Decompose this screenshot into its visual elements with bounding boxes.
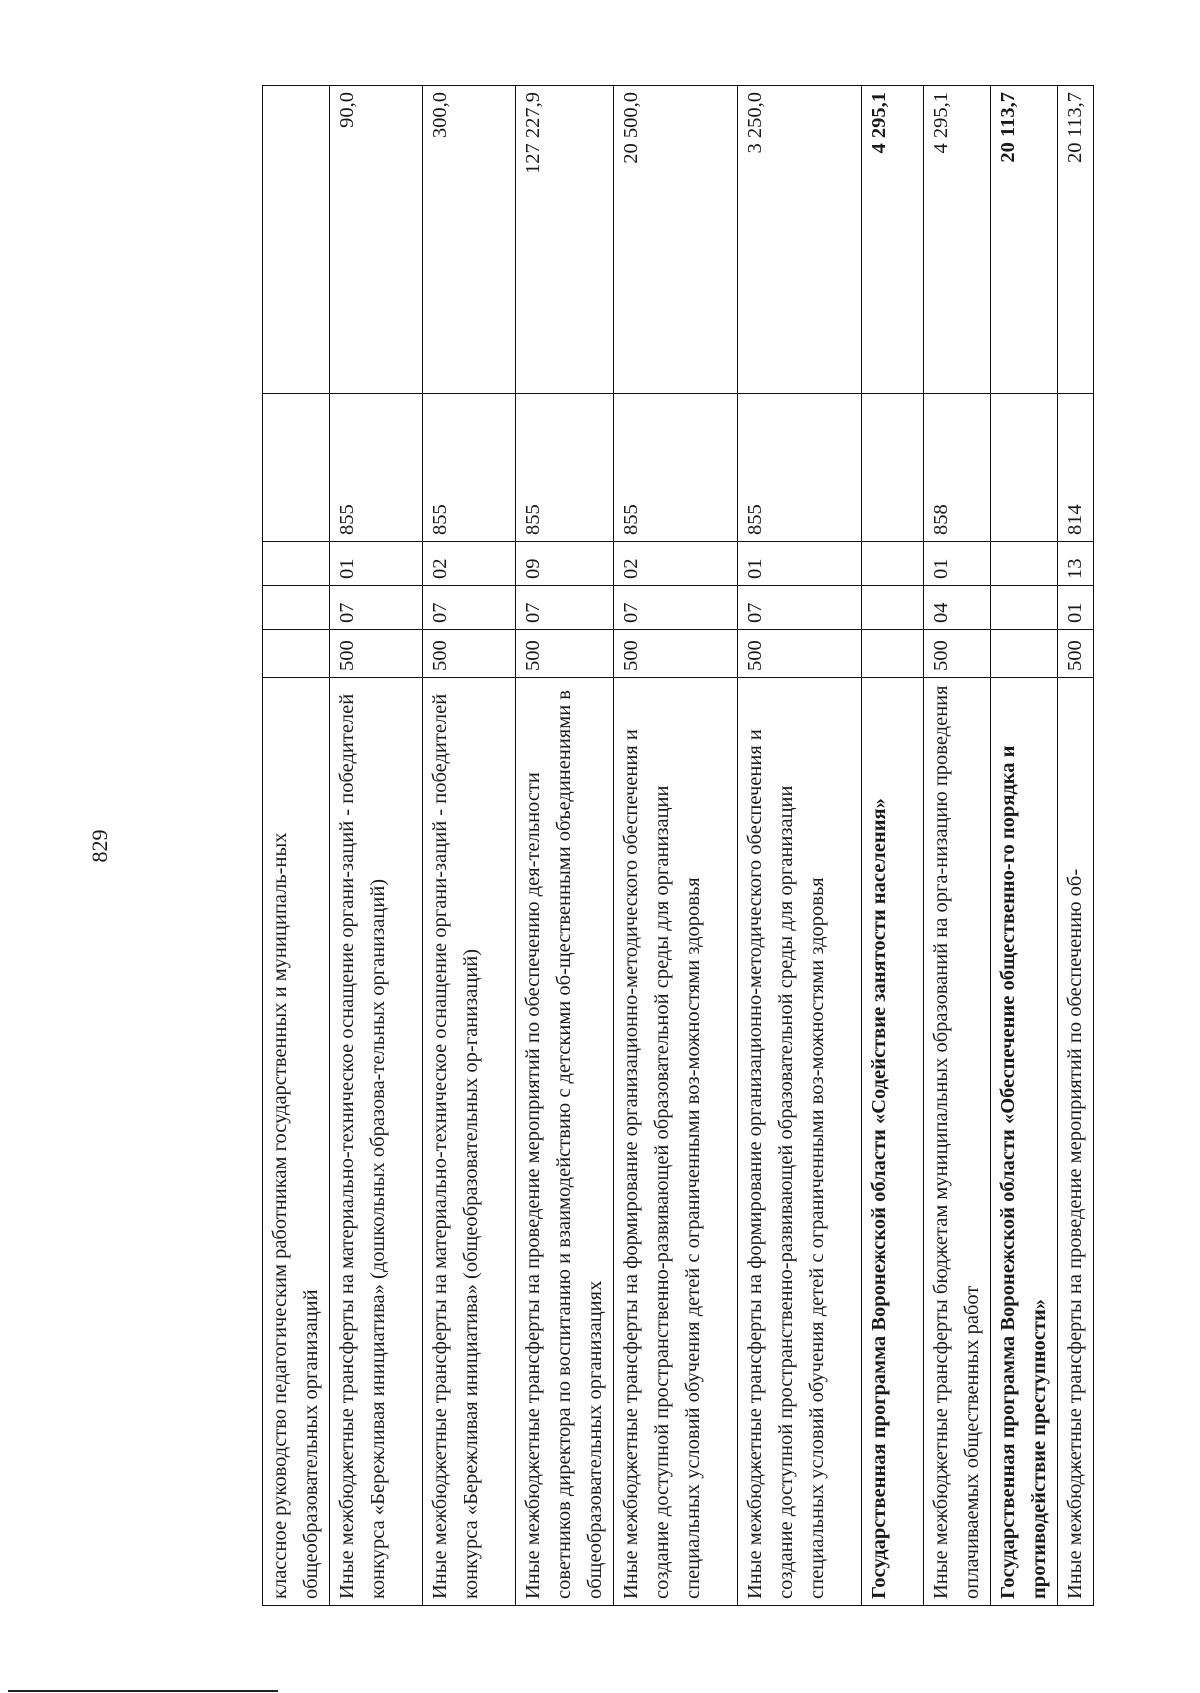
- expense-type-cell: 855: [516, 394, 614, 542]
- row-name-cell: Иные межбюджетные трансферты на материально-техническое оснащение органи-заций - победителей конкурса «Бережливая инициатива» (дошкольных образова-тельных организаций): [330, 678, 423, 1606]
- subsection-code-cell: [862, 542, 924, 586]
- table-row: [330, 86, 423, 1606]
- amount-cell: 3 250,0: [738, 86, 862, 394]
- expense-type-cell: 855: [423, 394, 516, 542]
- amount-cell: 20 113,7: [991, 86, 1058, 394]
- section-code-cell: 07: [423, 586, 516, 630]
- amount-cell: 20 500,0: [614, 86, 738, 394]
- section-code-cell: [263, 586, 330, 630]
- expense-type-cell: [862, 394, 924, 542]
- program-code-cell: [862, 630, 924, 678]
- section-code-cell: 07: [330, 586, 423, 630]
- subsection-code-cell: 13: [1058, 542, 1094, 586]
- section-code-cell: 07: [738, 586, 862, 630]
- footer-rule: [8, 1690, 278, 1692]
- table-row: [1058, 86, 1094, 1606]
- row-name-cell: Иные межбюджетные трансферты на проведение мероприятий по обеспечению дея-тельности советников директора по воспитанию и взаимодействию с детскими об-щественными объединениями в общеобразовательных организациях: [516, 678, 614, 1606]
- expense-type-cell: 855: [738, 394, 862, 542]
- section-code-cell: 04: [924, 586, 991, 630]
- program-code-cell: 500: [423, 630, 516, 678]
- program-code-cell: 500: [924, 630, 991, 678]
- row-name-cell: Иные межбюджетные трансферты на формирование организационно-методического обеспечения и создание доступной пространственно-развивающей образовательной среды для организации специальных условий обучения детей с ограниченными воз-можностями здоровья: [614, 678, 738, 1606]
- section-code-cell: [991, 586, 1058, 630]
- table-row: [738, 86, 862, 1606]
- expense-type-cell: [991, 394, 1058, 542]
- row-name-cell: Иные межбюджетные трансферты бюджетам муниципальных образований на орга-низацию проведения оплачиваемых общественных работ: [924, 678, 991, 1606]
- subsection-code-cell: 01: [738, 542, 862, 586]
- subsection-code-cell: 01: [924, 542, 991, 586]
- amount-cell: 4 295,1: [924, 86, 991, 394]
- expense-type-cell: [263, 394, 330, 542]
- amount-cell: 4 295,1: [862, 86, 924, 394]
- program-code-cell: 500: [330, 630, 423, 678]
- subsection-code-cell: 01: [330, 542, 423, 586]
- subsection-code-cell: 02: [614, 542, 738, 586]
- program-code-cell: 500: [738, 630, 862, 678]
- program-code-cell: [991, 630, 1058, 678]
- table-row: [614, 86, 738, 1606]
- program-code-cell: 500: [614, 630, 738, 678]
- subsection-code-cell: [991, 542, 1058, 586]
- section-code-cell: 07: [516, 586, 614, 630]
- table-row: [516, 86, 614, 1606]
- amount-cell: 20 113,7: [1058, 86, 1094, 394]
- row-name-cell: Иные межбюджетные трансферты на формирование организационно-методического обеспечения и создание доступной пространственно-развивающей образовательной среды для организации специальных условий обучения детей с ограниченными воз-можностями здоровья: [738, 678, 862, 1606]
- expense-type-cell: 855: [330, 394, 423, 542]
- expense-type-cell: 814: [1058, 394, 1094, 542]
- program-code-cell: [263, 630, 330, 678]
- expense-type-cell: 858: [924, 394, 991, 542]
- expense-type-cell: 855: [614, 394, 738, 542]
- amount-cell: [263, 86, 330, 394]
- row-name-cell: Иные межбюджетные трансферты на материально-техническое оснащение органи-заций - победителей конкурса «Бережливая инициатива» (общеобразовательных ор-ганизаций): [423, 678, 516, 1606]
- amount-cell: 90,0: [330, 86, 423, 394]
- subsection-code-cell: 02: [423, 542, 516, 586]
- row-name-cell: классное руководство педагогическим работникам государственных и муниципаль-ных общеобразовательных организаций: [263, 678, 330, 1606]
- subsection-code-cell: 09: [516, 542, 614, 586]
- row-name-cell: Государственная программа Воронежской области «Содействие занятости населения»: [862, 678, 924, 1606]
- amount-cell: 127 227,9: [516, 86, 614, 394]
- table-row: [924, 86, 991, 1606]
- program-code-cell: 500: [1058, 630, 1094, 678]
- amount-cell: 300,0: [423, 86, 516, 394]
- subsection-code-cell: [263, 542, 330, 586]
- row-name-cell: Иные межбюджетные трансферты на проведение мероприятий по обеспечению об-: [1058, 678, 1094, 1606]
- row-name-cell: Государственная программа Воронежской области «Обеспечение общественно-го порядка и противодействие преступности»: [991, 678, 1058, 1606]
- section-code-cell: 07: [614, 586, 738, 630]
- section-code-cell: 01: [1058, 586, 1094, 630]
- budget-table: [262, 85, 1094, 1606]
- program-code-cell: 500: [516, 630, 614, 678]
- table-row: [263, 86, 330, 1606]
- table-row: [423, 86, 516, 1606]
- section-code-cell: [862, 586, 924, 630]
- rotated-table-container: [262, 86, 1086, 1606]
- table-row-program-total: [991, 86, 1058, 1606]
- table-row-program-total: [862, 86, 924, 1606]
- page-number: 829: [87, 829, 112, 863]
